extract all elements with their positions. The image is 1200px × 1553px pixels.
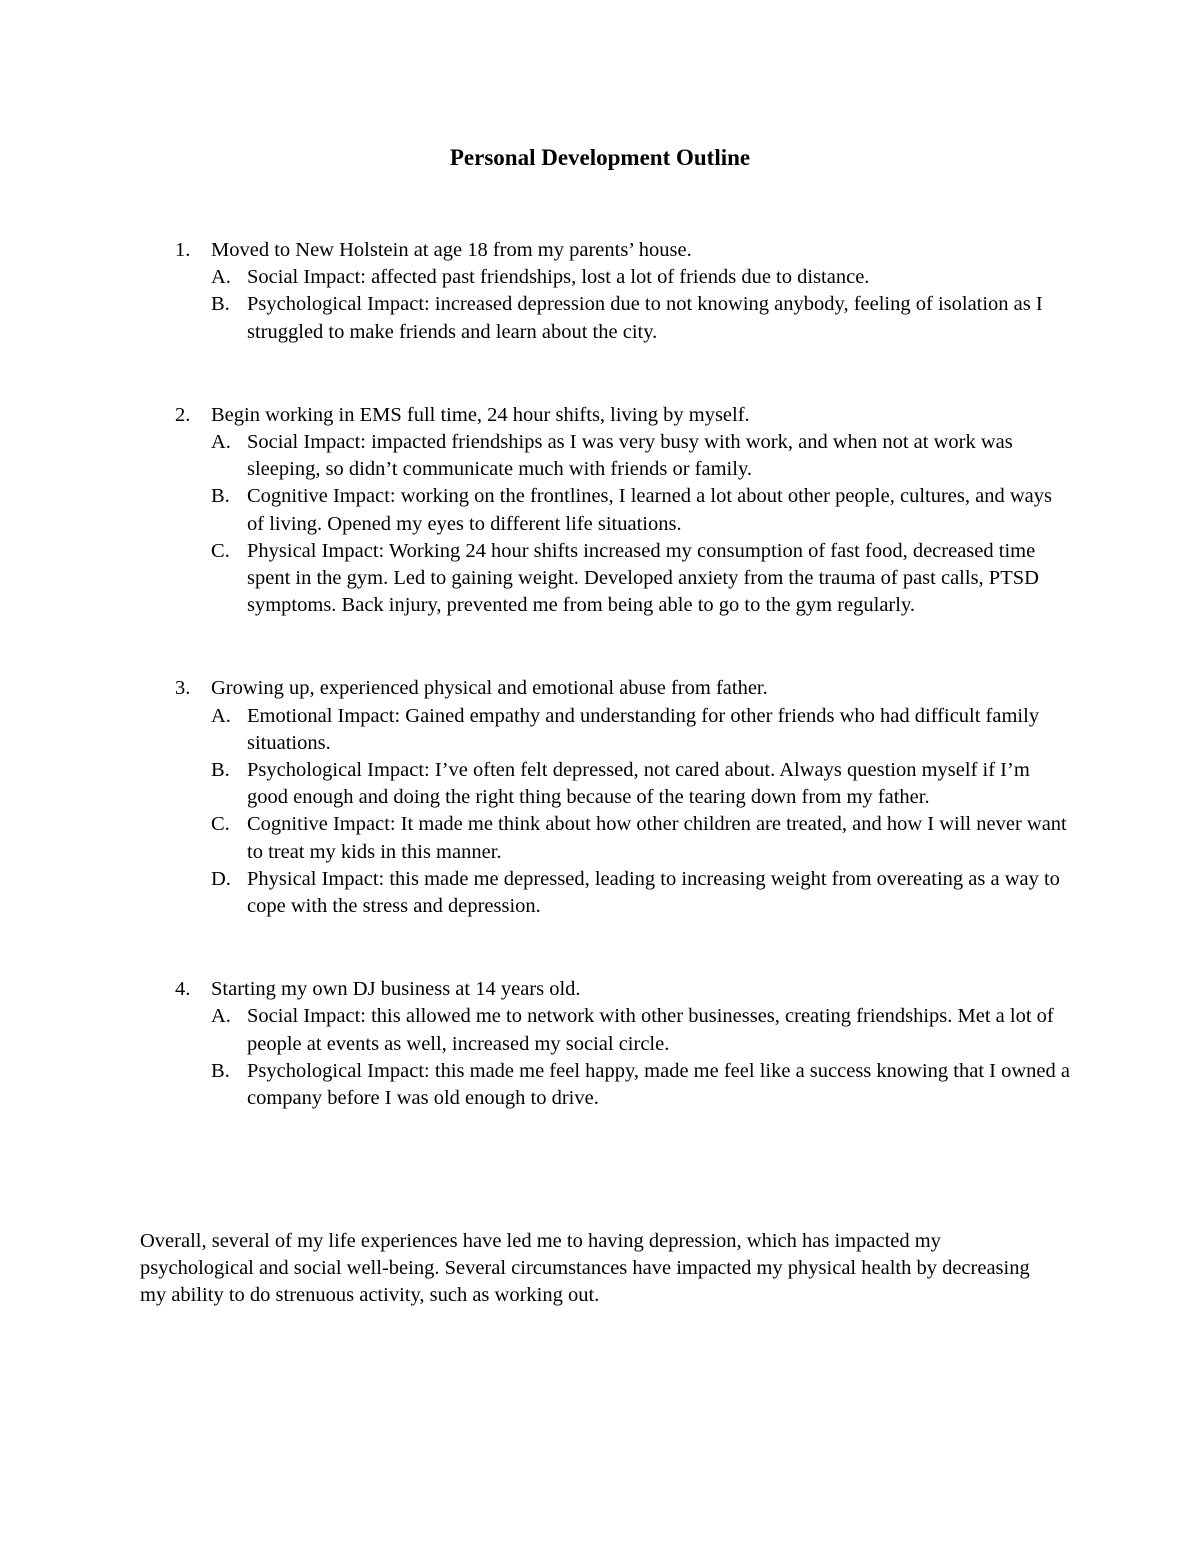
subitem-3a	[211, 703, 1070, 757]
item-number: 3.	[175, 677, 191, 700]
subitem-text: Psychological Impact: I’ve often felt depressed, not cared about. Always question myself if I’m good enough and doing the right thing because of the tearing down from my father.	[247, 759, 1030, 809]
subitem-3b	[211, 757, 1070, 811]
subitem-letter: D.	[211, 867, 231, 890]
subitem-text: Cognitive Impact: working on the frontlines, I learned a lot about other people, cultures, and ways of living. Opened my eyes to different life situations.	[247, 485, 1052, 535]
item-text: Begin working in EMS full time, 24 hour shifts, living by myself.	[211, 403, 750, 426]
subitem-letter: C.	[211, 539, 230, 562]
subitem-letter: C.	[211, 813, 230, 836]
document-title: Personal Development Outline	[449, 145, 751, 170]
subitem-2a	[211, 429, 1070, 483]
subitem-letter: A.	[211, 431, 231, 454]
subitem-letter: B.	[211, 759, 230, 782]
item-number: 2.	[175, 403, 191, 426]
subitem-text: Social Impact: impacted friendships as I was very busy with work, and when not at work was sleeping, so didn’t communicate much with friends or family.	[247, 431, 1013, 481]
summary-paragraph: Overall, several of my life experiences have led me to having depression, which has impacted my psychological and social well-being. Several circumstances have impacted my physical health by decreasing my ability to do strenuous activity, such as working out.	[140, 1230, 1030, 1307]
subitem-2b	[211, 483, 1070, 537]
subitem-3c	[211, 811, 1070, 865]
subitem-letter: A.	[211, 266, 231, 289]
item-text: Growing up, experienced physical and emotional abuse from father.	[211, 677, 768, 700]
item-number: 1.	[175, 239, 191, 261]
outline-item-4	[140, 976, 1070, 1112]
subitem-letter: A.	[211, 704, 231, 727]
subitem-3d	[211, 866, 1070, 920]
subitem-1a	[211, 264, 1070, 291]
item-text: Moved to New Holstein at age 18 from my parents’ house.	[211, 239, 692, 261]
item-text: Starting my own DJ business at 14 years old.	[211, 978, 581, 1001]
subitem-text: Social Impact: affected past friendships, lost a lot of friends due to distance.	[247, 266, 870, 289]
subitem-1b	[211, 291, 1070, 345]
subitem-4b	[211, 1058, 1070, 1112]
subitem-text: Physical Impact: Working 24 hour shifts increased my consumption of fast food, decreased time spent in the gym. Led to gaining weight. Developed anxiety from the trauma of past calls, PTSD symptoms. Back injury, prevented me from being able to go to the gym regularly.	[247, 539, 1039, 617]
subitem-text: Cognitive Impact: It made me think about how other children are treated, and how I will never want to treat my kids in this manner.	[247, 813, 1067, 863]
subitem-text: Social Impact: this allowed me to network with other businesses, creating friendships. Met a lot of people at events as well, increased my social circle.	[247, 1005, 1054, 1055]
outline-list	[140, 237, 1070, 1112]
subitem-text: Physical Impact: this made me depressed, leading to increasing weight from overeating as a way to cope with the stress and depression.	[247, 867, 1060, 918]
subitem-2c	[211, 538, 1070, 620]
subitem-4a	[211, 1003, 1070, 1057]
item-number: 4.	[175, 978, 191, 1001]
outline-item-2	[140, 402, 1070, 620]
subitem-letter: B.	[211, 485, 230, 508]
subitem-text: Psychological Impact: increased depression due to not knowing anybody, feeling of isolation as I struggled to make friends and learn about the city.	[247, 293, 1043, 343]
outline-item-3	[140, 675, 1070, 920]
subitem-letter: B.	[211, 293, 230, 316]
subitem-letter: B.	[211, 1059, 230, 1082]
subitem-text: Psychological Impact: this made me feel happy, made me feel like a success knowing that I owned a company before I was old enough to drive.	[247, 1059, 1070, 1110]
outline-item-1	[140, 237, 1070, 346]
subitem-letter: A.	[211, 1005, 231, 1028]
subitem-text: Emotional Impact: Gained empathy and understanding for other friends who had difficult family situations.	[247, 704, 1040, 754]
